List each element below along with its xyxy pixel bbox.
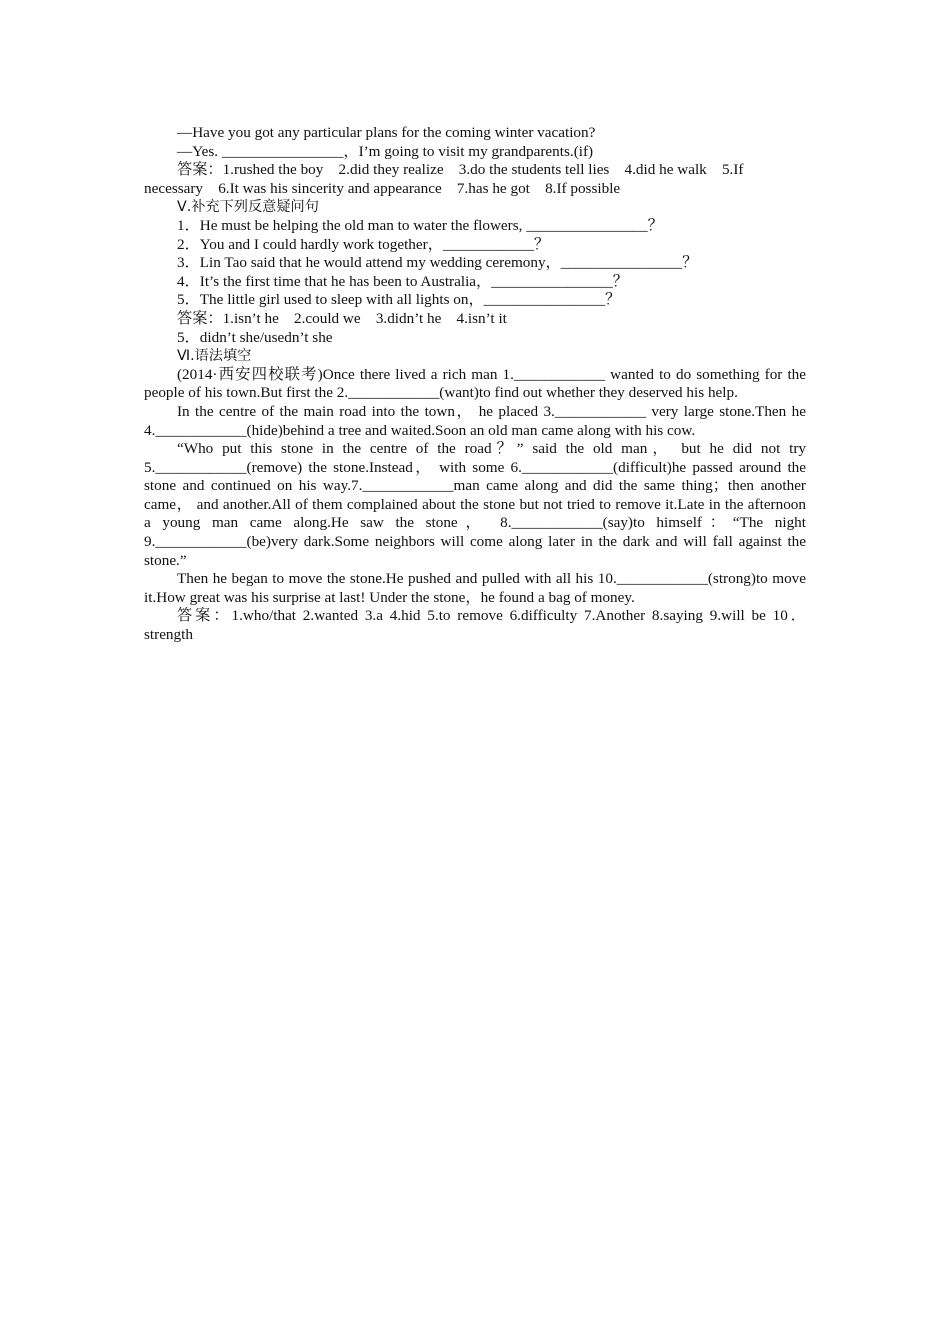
passage-paragraph: “Who put this stone in the centre of the road？” said the old man， but he did not try 5.____________(remove) the stone.Instead， with some 6.____________(difficult)he passed around the stone and continued on his way.7.____________man came along and did the same thing；then another came， and another.All of them complained about the stone but not tried to remove it.Late in the afternoon a young man came along.He saw the stone， 8.____________(say)to himself：“The night 9.____________(be)very dark.Some neighbors will come along later in the dark and will fall against the stone.” xyxy=(144,440,806,569)
passage-paragraph: Then he began to move the stone.He pushed and pulled with all his 10.____________(strong)to move it.How great was his surprise at last! Under the stone，he found a bag of money. xyxy=(144,570,806,606)
answer-key-section5-line1: 答案：1.isn’t he 2.could we 3.didn’t he 4.isn’t it xyxy=(177,309,507,327)
section6-heading: Ⅵ.语法填空 xyxy=(177,348,252,365)
document-page xyxy=(144,124,806,645)
answer-key-section4-line2: necessary 6.It was his sincerity and appearance 7.has he got 8.If possible xyxy=(144,179,621,197)
question-item: 2．You and I could hardly work together，____________？ xyxy=(177,235,550,253)
answer-key-section4-line1: 答案：1.rushed the boy 2.did they realize 3.do the students tell lies 4.did he walk 5.If xyxy=(177,161,744,179)
question-item: 5．The little girl used to sleep with all lights on，________________？ xyxy=(177,291,621,309)
answer-key-section6: 答案：1.who/that 2.wanted 3.a 4.hid 5.to remove 6.difficulty 7.Another 8.saying 9.will be 10．strength xyxy=(144,607,806,644)
answer-key-section5-line2: 5．didn’t she/usedn’t she xyxy=(177,328,333,346)
dialogue-answer: —Yes. ________________，I’m going to visit my grandparents.(if) xyxy=(177,142,594,160)
question-item: 1．He must be helping the old man to water the flowers, ________________？ xyxy=(177,216,663,234)
dialogue-question: —Have you got any particular plans for the coming winter vacation? xyxy=(177,124,596,141)
section5-heading: Ⅴ.补充下列反意疑问句 xyxy=(177,199,319,216)
question-item: 4．It’s the first time that he has been to Australia，________________？ xyxy=(177,272,628,290)
question-item: 3．Lin Tao said that he would attend my wedding ceremony，________________？ xyxy=(177,254,698,272)
passage-paragraph: (2014·西安四校联考)Once there lived a rich man 1.____________ wanted to do something for the people of his town.But first the 2.____________(want)to find out whether they deserved his help. xyxy=(144,365,806,402)
passage-paragraph: In the centre of the main road into the town， he placed 3.____________ very large stone.Then he 4.____________(hide)behind a tree and waited.Soon an old man came along with his cow. xyxy=(144,402,806,439)
